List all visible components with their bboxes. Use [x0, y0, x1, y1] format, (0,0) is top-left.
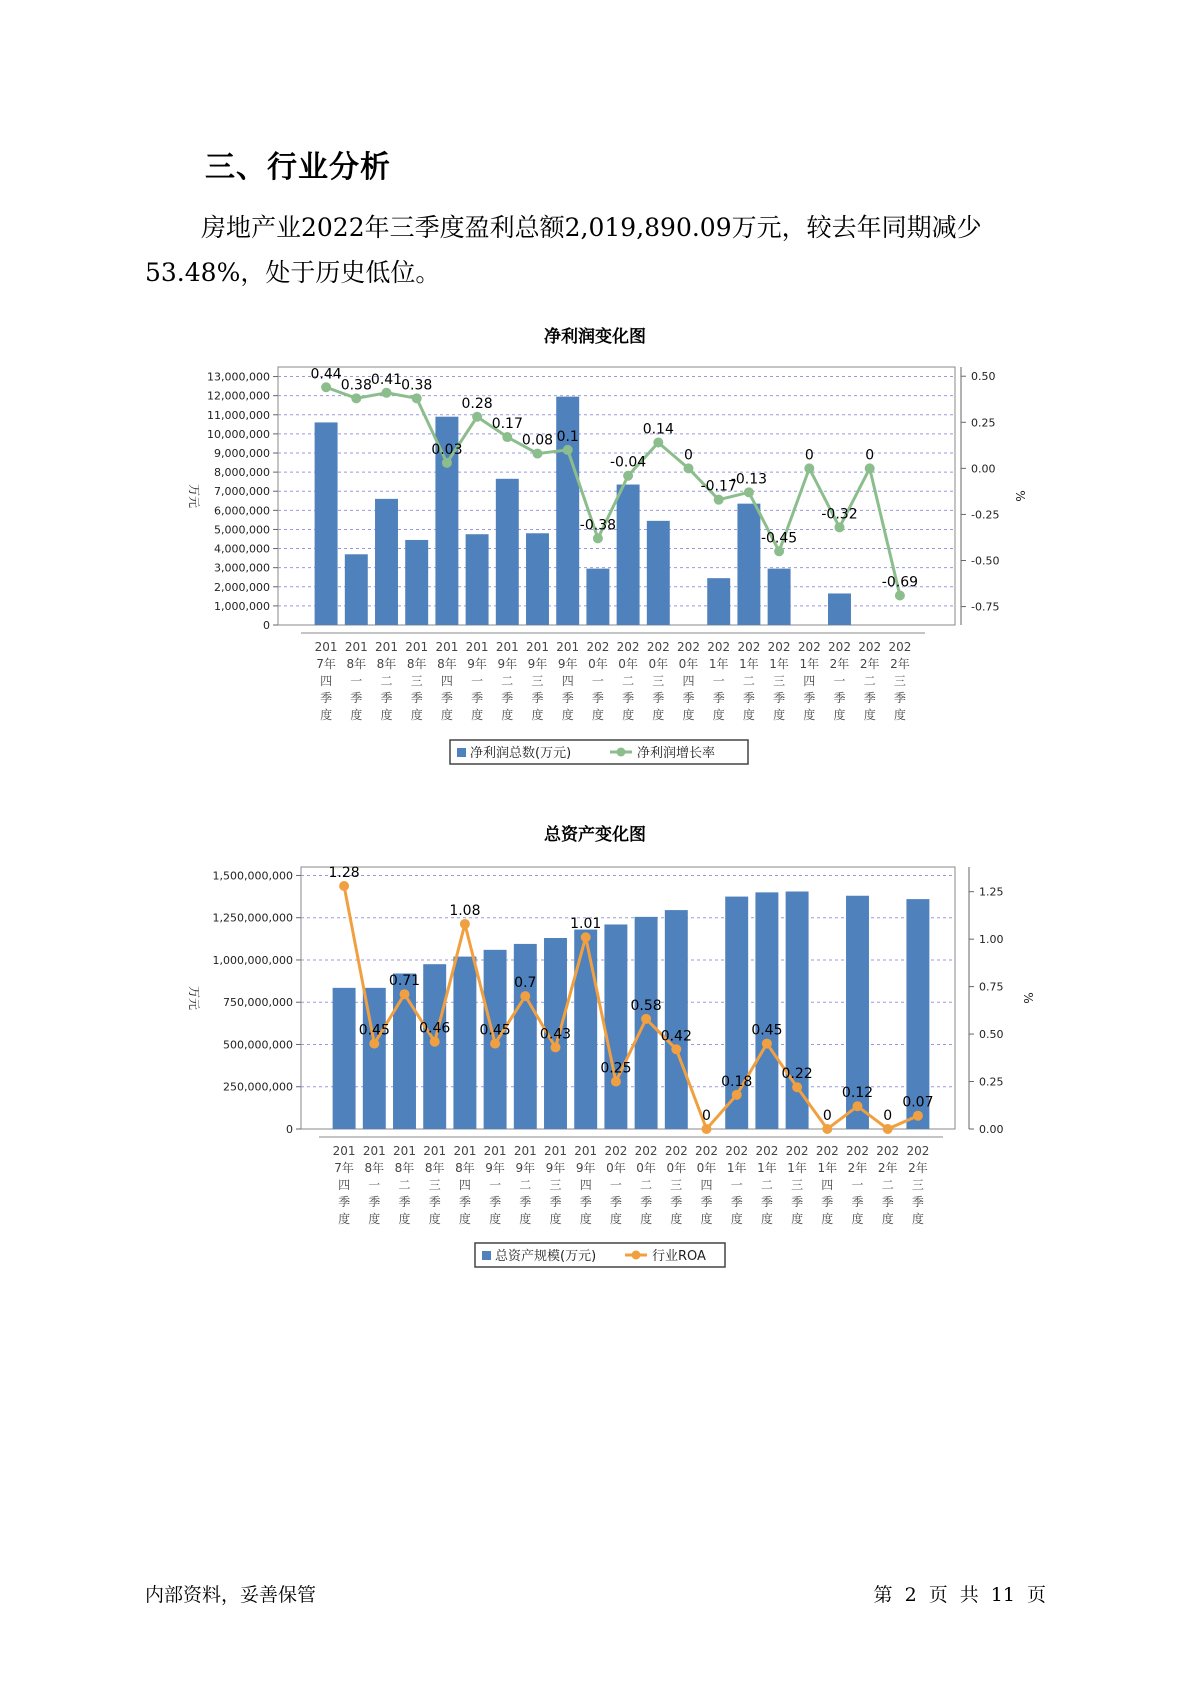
y-tick-label: 2,000,000 — [214, 580, 270, 594]
line-point — [684, 463, 694, 473]
y-tick-label: 1,000,000,000 — [212, 953, 293, 967]
line-point — [520, 991, 530, 1001]
x-tick-label: 202 1年二季度 — [737, 640, 761, 722]
y-tick-label: 500,000,000 — [223, 1038, 293, 1052]
data-label: 0.71 — [388, 973, 421, 990]
x-tick-label: 202 1年四季度 — [797, 640, 821, 722]
x-tick-label: 201 9年一季度 — [483, 1144, 507, 1226]
x-tick-label: 201 9年三季度 — [544, 1144, 567, 1226]
x-tick-label: 202 0年一季度 — [586, 640, 610, 722]
bar — [586, 569, 609, 625]
y-tick-label: 0 — [286, 1123, 293, 1136]
y-tick-label: 4,000,000 — [214, 542, 270, 556]
legend-bar-swatch — [482, 1251, 491, 1260]
data-label: -0.04 — [609, 454, 647, 471]
line-point — [804, 463, 814, 473]
x-tick-label: 202 0年二季度 — [634, 1144, 658, 1226]
bar — [707, 578, 730, 625]
y-tick-label: 10,000,000 — [207, 427, 270, 441]
x-tick-label: 201 8年三季度 — [423, 1144, 447, 1226]
y2-tick-label: 0.00 — [979, 1123, 1004, 1136]
summary-text: 房地产业2022年三季度盈利总额2,019,890.09万元，较去年同期减少53.48%，处于历史低位。 — [145, 213, 982, 287]
data-label: -0.69 — [881, 574, 919, 591]
y2-tick-label: 0.50 — [979, 1028, 1004, 1042]
y-tick-label: 7,000,000 — [214, 485, 270, 499]
y-axis-label: 万元 — [187, 985, 201, 1011]
data-label: 0.7 — [514, 975, 537, 992]
x-tick-label: 201 9年三季度 — [526, 640, 549, 722]
line-point — [369, 1039, 379, 1049]
y2-tick-label: -0.75 — [971, 600, 1000, 614]
data-label: 0.43 — [539, 1026, 572, 1043]
line-point — [822, 1124, 832, 1134]
line-point — [593, 533, 603, 543]
bar — [453, 957, 476, 1129]
data-label: -0.13 — [730, 471, 768, 488]
data-label: -0.45 — [760, 530, 798, 547]
y2-tick-label: 1.00 — [979, 933, 1004, 947]
data-label: 0.46 — [419, 1020, 451, 1037]
y-tick-label: 0 — [263, 619, 270, 632]
data-label: 0.38 — [401, 377, 433, 394]
data-label: 0.45 — [479, 1022, 511, 1039]
y-tick-label: 250,000,000 — [223, 1080, 293, 1094]
x-tick-label: 202 2年一季度 — [828, 640, 851, 722]
y-tick-label: 5,000,000 — [214, 523, 270, 537]
data-label: 0.44 — [310, 366, 342, 383]
data-label: 0.18 — [721, 1073, 753, 1090]
y-tick-label: 9,000,000 — [214, 447, 270, 460]
data-label: 0.08 — [521, 432, 554, 449]
line-point — [883, 1124, 893, 1134]
x-tick-label: 201 9年四季度 — [556, 640, 580, 722]
legend-bar-label: 总资产规模(万元) — [495, 1249, 597, 1264]
data-label: 0.14 — [642, 421, 674, 438]
bar — [604, 924, 627, 1129]
y-tick-label: 13,000,000 — [207, 370, 270, 384]
data-label: 0.07 — [902, 1094, 934, 1111]
line-point — [581, 932, 591, 942]
line-point — [472, 412, 482, 422]
y2-tick-label: 0.25 — [971, 416, 996, 430]
y2-tick-label: -0.50 — [971, 554, 1000, 568]
line-point — [702, 1124, 712, 1134]
bar — [755, 892, 778, 1129]
line-point — [611, 1077, 621, 1087]
bar — [665, 910, 688, 1129]
bar — [333, 988, 356, 1129]
x-tick-label: 201 7年四季度 — [332, 1144, 356, 1226]
data-label: -0.32 — [821, 506, 858, 523]
bar — [737, 504, 760, 625]
x-tick-label: 202 2年三季度 — [906, 1144, 930, 1226]
legend-line-marker — [617, 748, 626, 757]
x-tick-label: 202 1年三季度 — [785, 1144, 809, 1226]
line-point — [412, 393, 422, 403]
y-tick-label: 3,000,000 — [214, 561, 270, 575]
data-label: 1.01 — [570, 916, 602, 933]
data-label: 0 — [865, 447, 875, 464]
x-tick-label: 201 9年四季度 — [574, 1144, 598, 1226]
x-tick-label: 201 8年四季度 — [435, 640, 459, 722]
data-label: 0.17 — [491, 416, 523, 433]
y-tick-label: 1,000,000 — [214, 599, 270, 613]
line-point — [853, 1101, 863, 1111]
line-point — [865, 463, 875, 473]
y-tick-label: 750,000,000 — [223, 996, 293, 1010]
data-label: 0.22 — [781, 1066, 813, 1083]
data-label: -0.38 — [579, 517, 617, 534]
x-tick-label: 201 9年二季度 — [513, 1144, 537, 1226]
x-tick-label: 202 1年一季度 — [725, 1144, 749, 1226]
line-point — [732, 1090, 742, 1100]
y2-tick-label: 0.25 — [979, 1075, 1004, 1089]
data-label: 0.42 — [660, 1028, 692, 1045]
footer-page-number: 第 2 页 共 11 页 — [873, 1584, 1046, 1606]
bar — [768, 569, 791, 625]
line-point — [835, 522, 845, 532]
x-tick-label: 201 9年一季度 — [465, 640, 489, 722]
y2-tick-label: 0.75 — [979, 980, 1004, 994]
x-tick-label: 202 1年一季度 — [707, 640, 731, 722]
data-label: 0.45 — [751, 1022, 783, 1039]
y2-axis-label: % — [1013, 490, 1027, 502]
data-label: 0.41 — [370, 371, 403, 388]
line-point — [714, 495, 724, 505]
y2-axis-label: % — [1021, 992, 1035, 1004]
bar — [574, 930, 597, 1129]
y2-tick-label: 0.50 — [971, 370, 996, 384]
data-label: 0 — [883, 1108, 893, 1124]
bar — [526, 533, 549, 625]
x-tick-label: 201 8年一季度 — [362, 1144, 386, 1226]
line-point — [563, 445, 573, 455]
line-point — [382, 388, 392, 398]
line-point — [653, 438, 663, 448]
legend-line-marker — [632, 1251, 641, 1260]
line-point — [551, 1042, 561, 1052]
line-point — [895, 591, 905, 601]
data-label: 1.08 — [449, 902, 481, 919]
bar — [647, 521, 670, 625]
data-label: 0 — [684, 447, 693, 464]
y-tick-label: 1,250,000,000 — [212, 911, 293, 925]
data-label: 0.03 — [431, 441, 463, 458]
bar — [345, 554, 368, 625]
line-point — [744, 487, 754, 497]
line-point — [460, 919, 470, 929]
line-point — [400, 989, 410, 999]
bar — [514, 944, 537, 1129]
chart-1-title: 净利润变化图 — [544, 327, 646, 347]
x-tick-label: 202 0年一季度 — [604, 1144, 628, 1226]
data-label: 1.28 — [328, 864, 360, 881]
line-point — [351, 393, 361, 403]
bar — [405, 540, 428, 625]
legend-line-label: 行业ROA — [652, 1249, 706, 1264]
legend-bar-swatch — [457, 748, 466, 757]
y-axis-label: 万元 — [187, 483, 201, 509]
line-point — [774, 546, 784, 556]
x-tick-label: 202 2年二季度 — [858, 640, 882, 722]
line-point — [339, 881, 349, 891]
line-point — [442, 458, 452, 468]
line-point — [913, 1111, 923, 1121]
line-point — [641, 1014, 651, 1024]
bar — [786, 892, 809, 1129]
bar — [496, 479, 519, 625]
x-tick-label: 201 7年四季度 — [314, 640, 338, 722]
line-point — [502, 432, 512, 442]
footer-confidential-note: 内部资料，妥善保管 — [145, 1584, 317, 1606]
summary-paragraph — [145, 205, 1045, 295]
x-tick-label: 202 2年三季度 — [888, 640, 912, 722]
data-label: 0.25 — [600, 1060, 632, 1077]
y-tick-label: 12,000,000 — [207, 389, 270, 403]
x-tick-label: 201 8年二季度 — [375, 640, 398, 722]
line-point — [792, 1082, 802, 1092]
x-tick-label: 202 1年四季度 — [815, 1144, 839, 1226]
data-label: 0 — [702, 1108, 711, 1124]
data-label: 0 — [804, 447, 814, 464]
legend-bar-label: 净利润总数(万元) — [470, 746, 572, 761]
data-label: 0.58 — [630, 997, 662, 1014]
y2-tick-label: -0.25 — [971, 508, 1000, 522]
x-tick-label: 201 8年二季度 — [393, 1144, 416, 1226]
data-label: 0 — [822, 1108, 832, 1124]
data-label: 0.38 — [340, 377, 372, 394]
x-tick-label: 202 1年三季度 — [767, 640, 791, 722]
x-tick-label: 202 0年三季度 — [646, 640, 670, 722]
x-tick-label: 202 0年二季度 — [616, 640, 640, 722]
y2-tick-label: 1.25 — [979, 885, 1004, 899]
x-tick-label: 201 8年一季度 — [344, 640, 368, 722]
y2-tick-label: 0.00 — [971, 462, 996, 476]
bar — [466, 534, 489, 625]
y-tick-label: 8,000,000 — [214, 466, 270, 480]
y-tick-label: 6,000,000 — [214, 504, 270, 518]
line-point — [762, 1039, 772, 1049]
line-point — [321, 382, 331, 392]
data-label: -0.17 — [700, 478, 737, 495]
x-tick-label: 201 8年三季度 — [405, 640, 429, 722]
x-tick-label: 202 1年二季度 — [755, 1144, 779, 1226]
section-heading: 三、行业分析 — [205, 150, 391, 185]
data-label: 0.12 — [841, 1085, 874, 1102]
line-point — [671, 1044, 681, 1054]
line-point — [430, 1037, 440, 1047]
data-label: 0.28 — [461, 395, 493, 412]
x-tick-label: 202 2年一季度 — [846, 1144, 869, 1226]
data-label: 0.1 — [556, 428, 579, 445]
line-point — [490, 1039, 500, 1049]
x-tick-label: 202 2年二季度 — [876, 1144, 900, 1226]
x-tick-label: 202 0年四季度 — [695, 1144, 718, 1226]
bar — [828, 593, 851, 625]
bar — [617, 485, 640, 625]
net-profit-chart — [0, 345, 1191, 805]
x-tick-label: 202 0年三季度 — [664, 1144, 688, 1226]
x-tick-label: 201 9年二季度 — [495, 640, 519, 722]
total-assets-chart — [0, 845, 1191, 1275]
bar — [375, 499, 398, 625]
bar — [315, 422, 338, 625]
y-tick-label: 11,000,000 — [207, 408, 270, 422]
data-label: 0.45 — [358, 1022, 390, 1039]
line-point — [533, 449, 543, 459]
legend-line-label: 净利润增长率 — [637, 746, 716, 761]
line-point — [623, 471, 633, 481]
y-tick-label: 1,500,000,000 — [212, 869, 293, 883]
chart-2-title: 总资产变化图 — [544, 825, 646, 845]
x-tick-label: 201 8年四季度 — [453, 1144, 477, 1226]
x-tick-label: 202 0年四季度 — [677, 640, 700, 722]
